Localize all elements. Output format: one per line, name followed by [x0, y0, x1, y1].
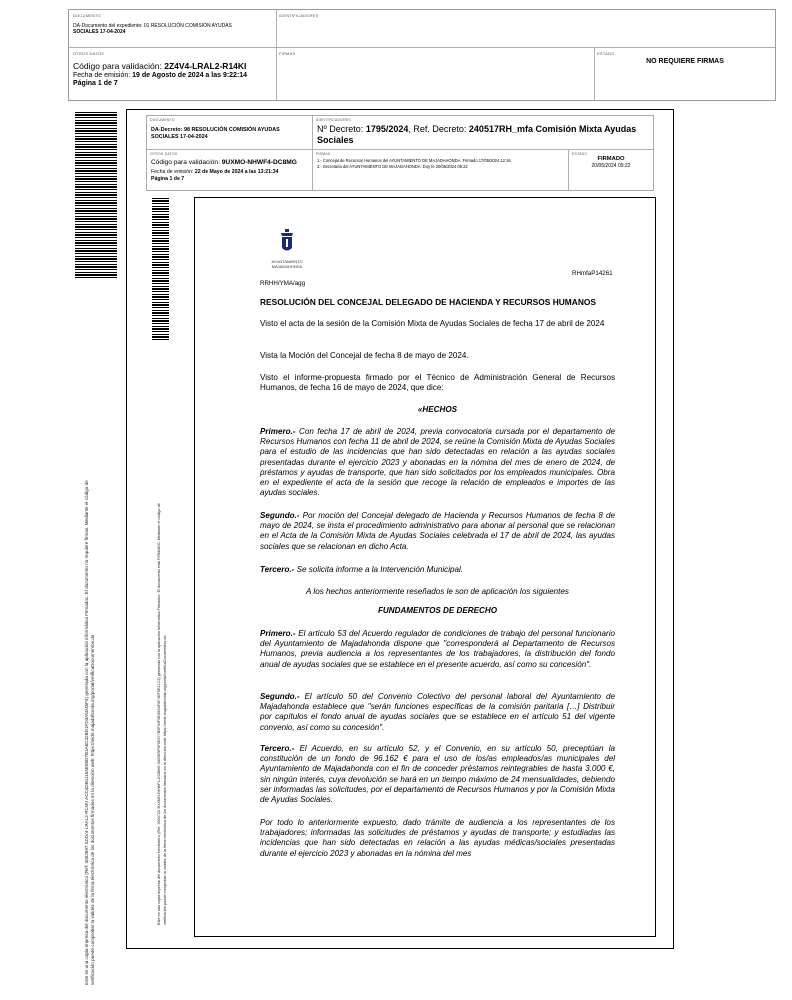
inner-documento-label: DOCUMENTO	[150, 118, 175, 122]
outer-codigo-value: 2Z4V4-LRAL2-R14KI	[164, 61, 247, 71]
outer-codigo-label: Código para validación:	[73, 61, 162, 71]
logo-caption-line-2: MAJADAHONDA	[271, 263, 303, 269]
fundamentos-heading: FUNDAMENTOS DE DERECHO	[377, 606, 497, 615]
outer-identificadores-cell	[277, 10, 775, 48]
inner-firmas-label: FIRMAS	[316, 152, 331, 156]
outer-issue-date	[73, 72, 247, 79]
inner-documento-line1: DA-Decreto: 98 RESOLUCIÓN COMISIÓN AYUDAS	[151, 127, 280, 133]
outer-firmas-cell	[277, 48, 595, 100]
outer-documento-cell	[69, 10, 277, 48]
inner-side-verification-text-1: Este es una copia impresa del documento electrónico (Ref: 3004720 9UXMO-NHWF4-DC8MG 9A05E5F5F0E977B9F04F6E350AF0F4DF5E41C3) generada con la aplicación informática Firmadoc. El documento está FIRMADO. Mediante el código de	[157, 503, 161, 925]
inner-decreto-prefix: Nº Decreto:	[317, 124, 364, 134]
inner-document-header	[146, 115, 654, 191]
paragraph-acta: Visto el acta de la sesión de la Comisión Mixta de Ayudas Sociales de fecha 17 de abril de 2024	[260, 319, 605, 328]
inner-page-number: Página 1 de 7	[151, 176, 185, 182]
outer-page-number: Página 1 de 7	[73, 80, 118, 87]
outer-otros-datos-cell	[69, 48, 277, 100]
inner-estado-date: 20/05/2024 09:22	[591, 163, 631, 169]
fundamento-tercero-text: El Acuerdo, en su artículo 52, y el Convenio, en su artículo 50, preceptúan la constitución de un fondo de 96.162 € para el uso de los/as empleados/as municipales del Ayuntamiento de Majadahonda con el fin de conceder préstamos reintegrables de hasta 3.000 €, sin ningún interés, cuya devolución se hará en un tiempo máximo de 24 mensualidades, debiendo ser informadas las solicitudes, por el departamento de Recursos Humanos y por la Comisión Mixta de Ayudas Sociales.	[260, 744, 615, 805]
outer-side-verification-text-2: verificación puede comprobar la validez de la firma electrónica de los documentos firmados en la dirección web: https://sede.majadahonda.org/portal/verificaDocumentos.do	[90, 634, 95, 985]
outer-fecha-label: Fecha de emisión:	[73, 72, 131, 79]
inner-side-verification-text-2: verificación puede comprobar la validez de la firma electrónica de los documentos firmados en la dirección web: https://sede.majadahonda.org/portal/verificaDocumentos.do	[163, 635, 167, 925]
hecho-segundo-label: Segundo.-	[260, 511, 300, 520]
closing-paragraph: Por todo lo anteriormente expuesto, dado trámite de audiencia a los representantes de los trabajadores; informadas las solicitudes de préstamos y ayudas de transporte; y estudiadas las incidencias que han sido detectadas en relación a las ayudas médicas/sociales presentadas durante el ejercicio 2023 y abonadas en la nómina del mes	[260, 818, 615, 858]
paragraph-mocion: Vista la Moción del Concejal de fecha 8 de mayo de 2024.	[260, 351, 469, 360]
outer-documento-label: DOCUMENTO	[73, 13, 101, 18]
transition-sentence: A los hechos anteriormente reseñados le son de aplicación los siguientes	[306, 587, 569, 596]
outer-validation-code	[73, 61, 246, 71]
outer-otros-datos-label: OTROS DATOS	[73, 51, 104, 56]
outer-documento-line2: SOCIALES 17-04-2024	[73, 29, 126, 35]
hecho-primero-text: Con fecha 17 de abril de 2024, previa convocatoria cursada por el departamento de Recursos Humanos con fecha 11 de abril de 2024, se reúne la Comisión Mixta de Ayudas Sociales para el estudio de las incidencias que han sido detectadas en relación a las ayudas sociales presentadas durante el ejercicio 2023 y abonadas en la nómina del mes de enero de 2024, de préstamos y ayudas de transporte, que han sido solicitados por los empleados municipales. Obra en el expediente el acta de la sesión que recoge la relación de empleados e importes de las ayudas sociales.	[260, 427, 615, 498]
inner-fecha-label: Fecha de emisión:	[151, 169, 194, 175]
inner-issue-date	[151, 169, 278, 175]
fundamento-primero	[260, 629, 615, 670]
outer-estado-value: NO REQUIERE FIRMAS	[646, 58, 724, 65]
inner-firmas-cell	[313, 150, 569, 190]
inner-decree-reference	[317, 124, 647, 145]
outer-side-verification-text-1: Este es una copia impresa del documento electrónico (Ref: 3052697 2Z4V4-LRAL2-R14KI ACC4DB11154E08D7B1A6C32BD1FD3A5D45F4) generada con la aplicación informática Firmadoc. El documento no requiere firmas. Mediante el código de	[84, 480, 89, 985]
hecho-segundo-text: Por moción del Concejal delegado de Hacienda y Recursos Humanos de fecha 8 de mayo de 2024, se insta el procedimiento administrativo para abonar al personal que se relacionan en el Acta de la Comisión Mixta de Ayudas Sociales celebrada el 17 de abril de 2024, las ayudas sociales que se relacionan en dicho Acta.	[260, 511, 615, 551]
inner-validation-code	[151, 159, 297, 166]
hecho-tercero	[260, 565, 615, 575]
fundamento-segundo-label: Segundo.-	[260, 692, 300, 701]
fundamento-primero-label: Primero.-	[260, 629, 296, 638]
coat-of-arms-logo	[275, 229, 299, 259]
outer-barcode	[75, 112, 117, 278]
inner-estado-cell	[569, 150, 653, 190]
inner-identificadores-cell	[313, 116, 653, 150]
fundamento-tercero	[260, 744, 615, 805]
fundamento-segundo-text: El artículo 50 del Convenio Colectivo del personal laboral del Ayuntamiento de Majadahonda establece que "serán funciones específicas de la comisión paritaria […] Distribuir por capítulos el fondo anual de ayudas sociales que se establece en el artículo 51 del vigente convenio, así como su concesión".	[260, 692, 615, 732]
inner-firma-1: 1.- Concejal de Recursos Humanos del AYUNTAMIENTO DE MAJADAHONDA. Firmado 17/05/2024 12:16	[317, 158, 511, 163]
hecho-tercero-label: Tercero.-	[260, 565, 295, 574]
resolution-title: RESOLUCIÓN DEL CONCEJAL DELEGADO DE HACIENDA Y RECURSOS HUMANOS	[260, 297, 596, 307]
hecho-primero-label: Primero.-	[260, 427, 296, 436]
inner-documento-cell	[147, 116, 313, 150]
inner-decreto-num: 1795/2024	[365, 124, 409, 134]
inner-estado-value: FIRMADO	[597, 156, 625, 162]
paragraph-informe: Visto el informe-propuesta firmado por el Técnico de Administración General de Recursos Humanos, de fecha 16 de mayo de 2024, que dice:	[260, 373, 615, 393]
inner-otros-datos-cell	[147, 150, 313, 190]
inner-identificadores-label: IDENTIFICADORES	[316, 118, 351, 122]
logo-caption	[266, 260, 308, 269]
hecho-primero	[260, 427, 615, 498]
hecho-segundo	[260, 511, 615, 552]
inner-ref-value: 240517RH_mfa Comisión Mixta Ayudas Sociales	[317, 124, 637, 145]
fundamento-segundo	[260, 692, 615, 733]
outer-identificadores-label: IDENTIFICADORES	[279, 13, 319, 18]
reference-code-left: RRHH/YMA/agg	[260, 280, 306, 287]
inner-otros-datos-label: OTROS DATOS	[150, 152, 178, 156]
fundamento-tercero-label: Tercero.-	[260, 744, 295, 753]
inner-documento-line2: SOCIALES 17-04-2024	[151, 134, 208, 140]
inner-firma-2: 2.- Secretaría del AYUNTAMIENTO DE MAJADAHONDA. Doy fe 20/05/2024 09:22	[317, 164, 468, 169]
outer-document-header	[68, 9, 776, 101]
fundamento-primero-text: El artículo 53 del Acuerdo regulador de condiciones de trabajo del personal funcionario del Ayuntamiento de Majadahonda dispone que "corresponderá al Departamento de Recursos Humanos, previa audiencia a los representantes de los trabajadores, la distribución del fondo anual de ayudas sociales que se establece en el presente acuerdo, así como su concesión".	[260, 629, 615, 669]
logo-caption-line-1: AYUNTAMIENTO	[271, 259, 303, 264]
outer-documento-line1: DA-Documento del expediente: 01 RESOLUCIÓN COMISIÓN AYUDAS	[73, 23, 232, 29]
outer-estado-cell	[595, 48, 775, 100]
outer-fecha-value: 19 de Agosto de 2024 a las 9:22:14	[132, 72, 248, 79]
inner-fecha-value: 22 de Mayo de 2024 a las 13:21:34	[194, 169, 279, 175]
inner-barcode	[152, 197, 169, 340]
inner-estado-label: ESTADO	[572, 152, 588, 156]
inner-ref-prefix: , Ref. Decreto:	[408, 124, 467, 134]
inner-codigo-label: Código para validación:	[151, 159, 220, 166]
inner-codigo-value: 9UXMO-NHWF4-DC8MG	[221, 159, 297, 166]
hecho-tercero-text: Se solicita informe a la Intervención Municipal.	[294, 565, 464, 574]
outer-estado-label: ESTADO	[597, 51, 615, 56]
hechos-heading: «HECHOS	[417, 405, 458, 414]
reference-code-right: RHmfaP14261	[572, 270, 613, 277]
outer-firmas-label: FIRMAS	[279, 51, 296, 56]
